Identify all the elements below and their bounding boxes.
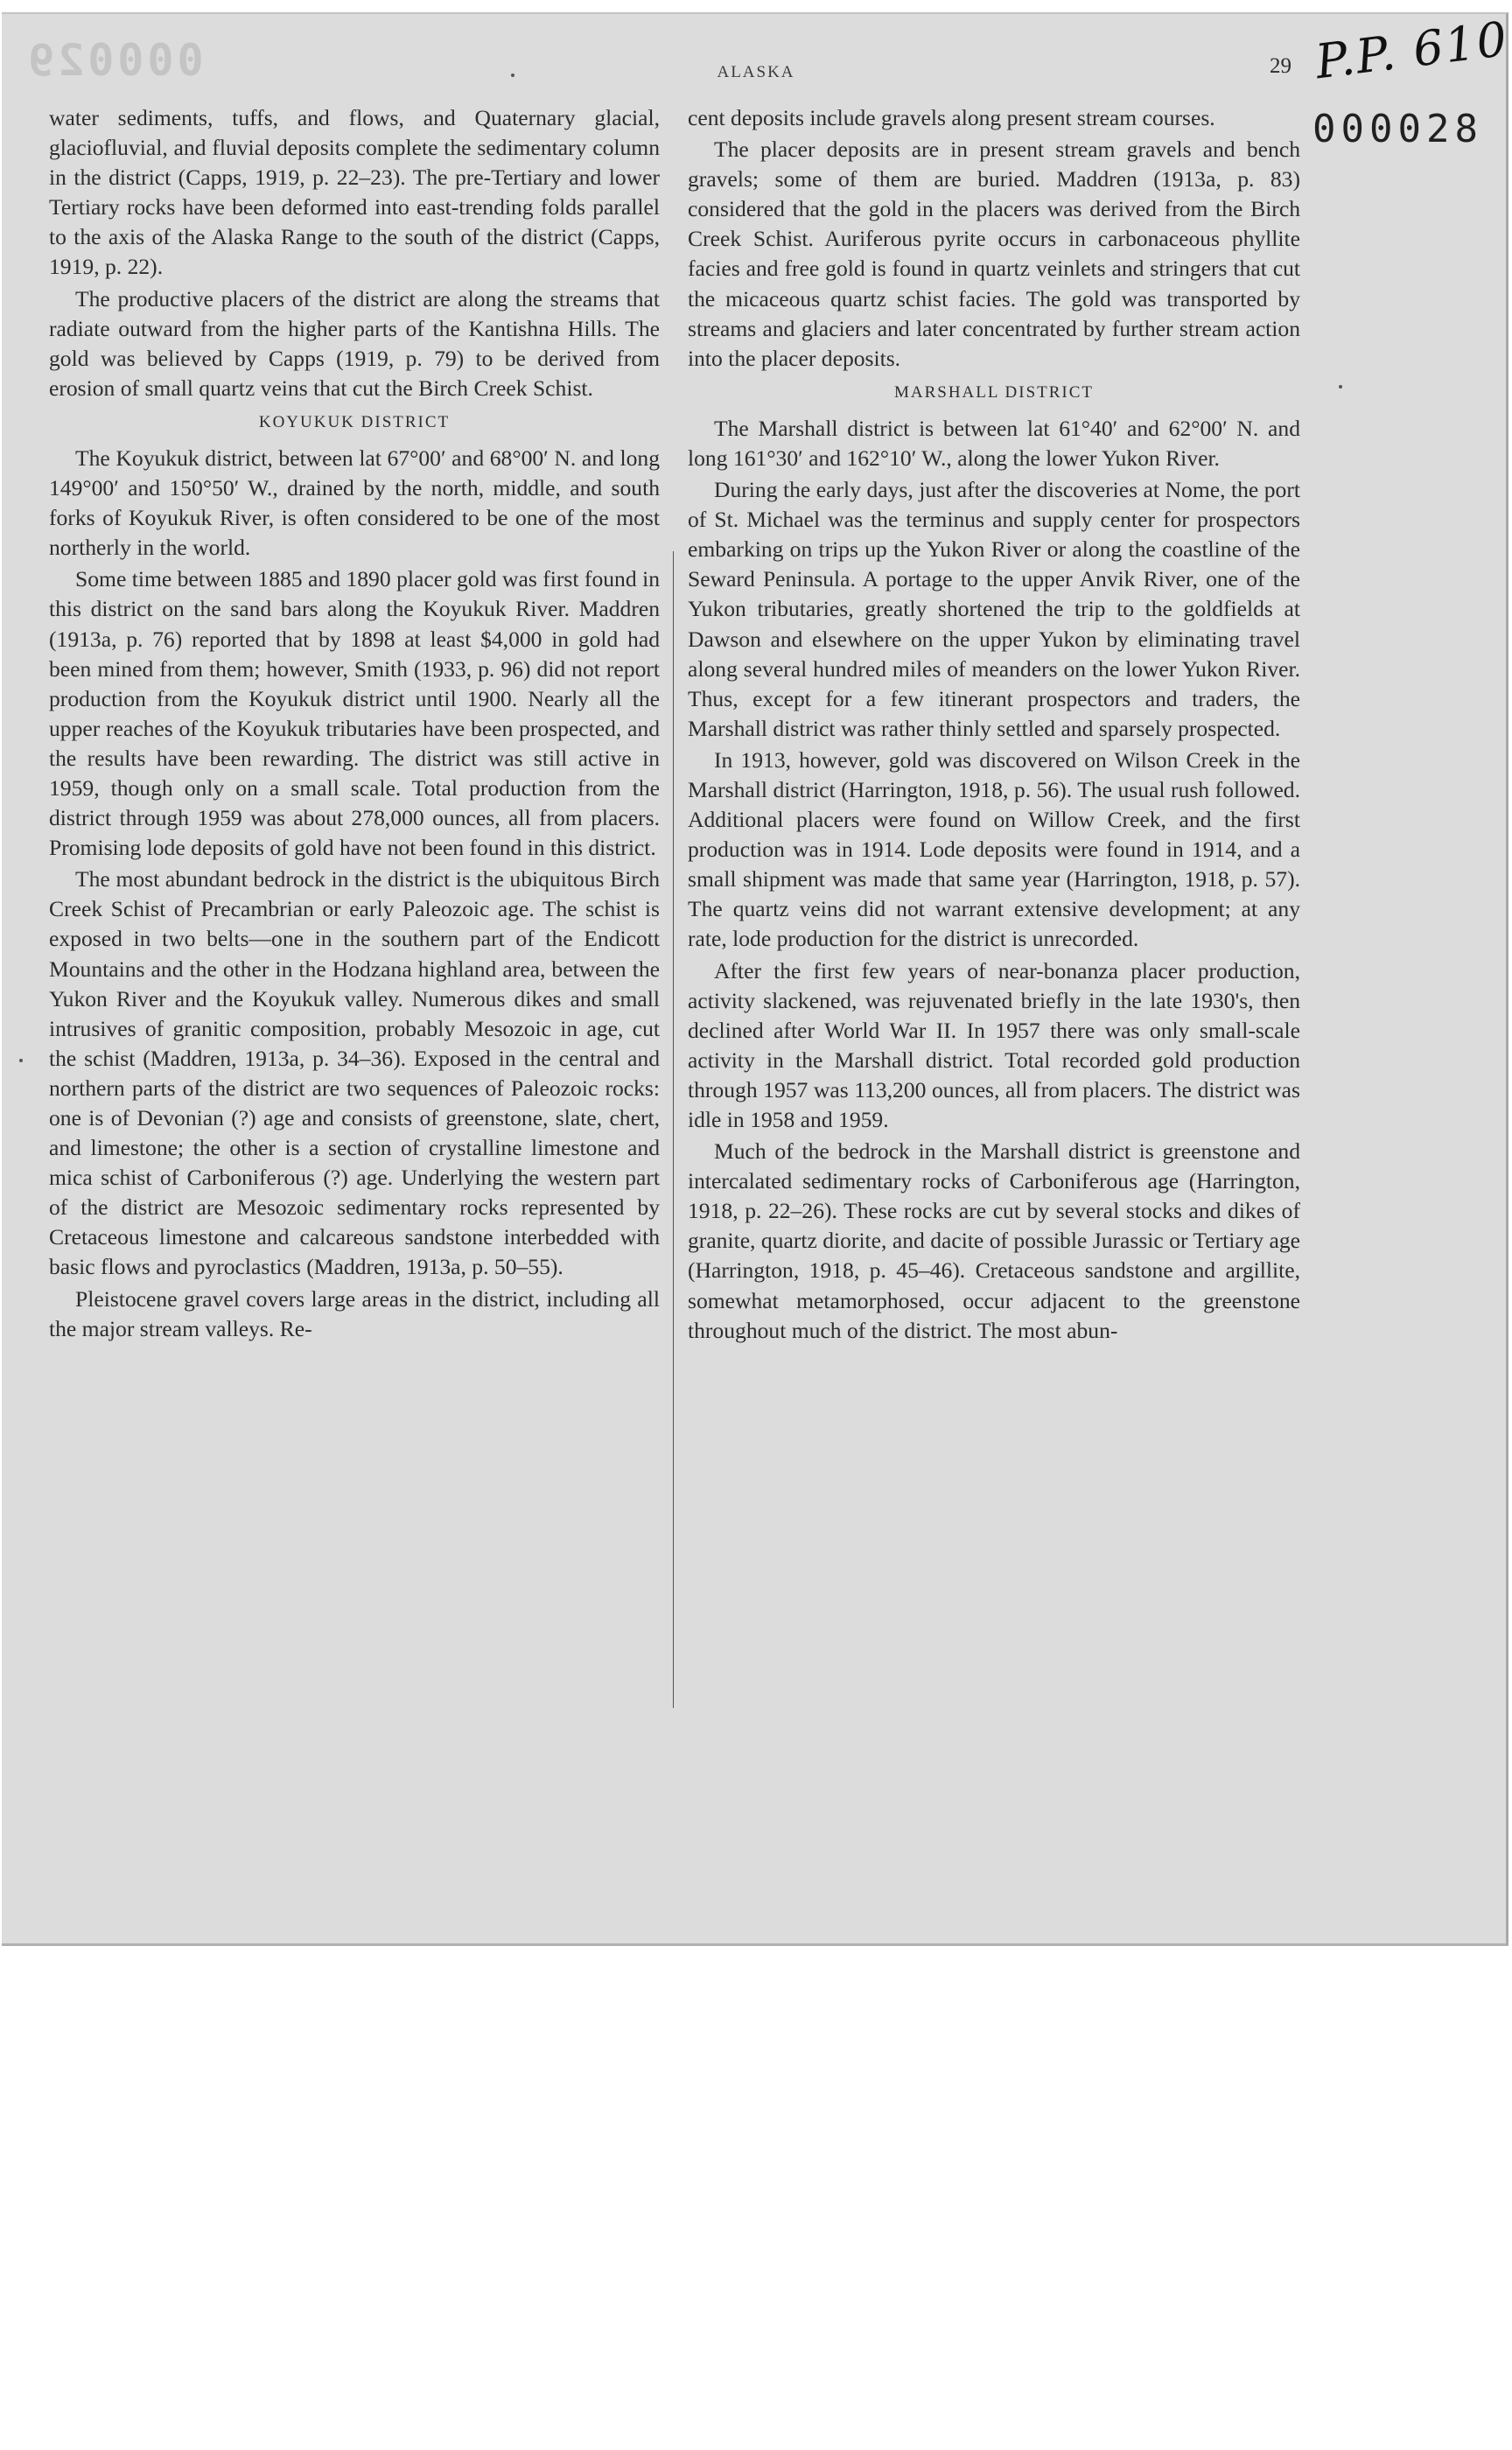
column-divider — [673, 551, 674, 1708]
paragraph: The placer deposits are in present stream gravels and bench gravels; some of them are buried. Maddren (1913a, p. 83) considered that the gold in the placers was derived from the Birch Creek Schist. Auriferous pyrite occurs in carbonaceous phyllite facies and free gold is found in quartz veinlets and stringers that cut the micaceous quartz schist facies. The gold was transported by streams and glaciers and later concentrated by further stream action into the placer deposits. — [688, 136, 1300, 371]
left-column — [49, 103, 660, 1346]
paragraph: During the early days, just after the discoveries at Nome, the port of St. Michael was the terminus and supply center for prospectors embarking on trips up the Yukon River or along the coastline of the Seward Peninsula. A portage to the upper Anvik River, one of the Yukon tributaries, greatly shortened the trip to the goldfields at Dawson and elsewhere on the upper Yukon by eliminating travel along several hundred miles of meanders on the lower Yukon River. Thus, except for a few itinerant prospectors and traders, the Marshall district was rather thinly settled and sparsely prospected. — [688, 477, 1300, 741]
section-heading-marshall: MARSHALL DISTRICT — [893, 382, 1095, 402]
ghost-stamp-bleedthrough: 000029 — [24, 35, 204, 86]
paragraph: cent deposits include gravels along present stream courses. — [688, 105, 1215, 130]
page-number: 29 — [1270, 54, 1292, 78]
paragraph: In 1913, however, gold was discovered on Wilson Creek in the Marshall district (Harrington, 1918, p. 56). The usual rush followed. Additional placers were found on Willow Creek, and the first production was in 1914. Lode deposits were found in 1914, and a small shipment was made that same year (Harrington, 1918, p. 57). The quartz veins did not warrant extensive development; at any rate, lode production for the district is unrecorded. — [688, 746, 1300, 952]
paragraph: The Marshall district is between lat 61°40′ and 62°00′ N. and long 161°30′ and 162°10′ W., along the lower Yukon River. — [688, 415, 1300, 471]
paragraph: water sediments, tuffs, and flows, and Quaternary glacial, glaciofluvial, and fluvial deposits complete the sedimentary column in the district (Capps, 1919, p. 22–23). The pre-Tertiary and lower Tertiary rocks have been deformed into east-trending folds parallel to the axis of the Alaska Range to the south of the district (Capps, 1919, p. 22). — [49, 105, 660, 280]
handwritten-annotation: P.P. 610 — [1312, 10, 1512, 90]
paragraph: The productive placers of the district are along the streams that radiate outward from the higher parts of the Kantishna Hills. The gold was believed by Capps (1919, p. 79) to be derived from erosion of small quartz veins that cut the Birch Creek Schist. — [49, 285, 660, 401]
section-heading-koyukuk: KOYUKUK DISTRICT — [258, 412, 451, 431]
paragraph: After the first few years of near-bonanza placer production, activity slackened, was rejuvenated briefly in the late 1930's, then declined after World War II. In 1957 there was only small-scale activity in the Marshall district. Total recorded gold production through 1957 was 113,200 ounces, all from placers. The district was idle in 1958 and 1959. — [688, 957, 1300, 1132]
scan-speck — [511, 74, 514, 77]
scan-speck — [19, 1059, 23, 1062]
running-head: ALASKA — [717, 63, 795, 81]
stamp-serial-number: 000028 — [1312, 107, 1483, 151]
paragraph: Much of the bedrock in the Marshall district is greenstone and intercalated sedimentary rocks of Carboniferous age (Harrington, 1918, p. 22–26). These rocks are cut by several stocks and dikes of granite, quartz diorite, and dacite of possible Jurassic or Tertiary age (Harrington, 1918, p. 45–46). Cretaceous sandstone and argillite, somewhat metamorphosed, occur adjacent to the greenstone throughout much of the district. The most abun- — [688, 1138, 1300, 1343]
paragraph: The Koyukuk district, between lat 67°00′ and 68°00′ N. and long 149°00′ and 150°50′ W., drained by the north, middle, and south forks of Koyukuk River, is often considered to be one of the most northerly in the world. — [49, 444, 660, 561]
right-column — [688, 103, 1300, 1348]
paragraph: Some time between 1885 and 1890 placer gold was first found in this district on the sand bars along the Koyukuk River. Maddren (1913a, p. 76) reported that by 1898 at least $4,000 in gold had been mined from them; however, Smith (1933, p. 96) did not report production from the Koyukuk district until 1900. Nearly all the upper reaches of the Koyukuk tributaries have been prospected, and the results have been rewarding. The district was still active in 1959, though only on a small scale. Total production from the district through 1959 was about 278,000 ounces, all from placers. Promising lode deposits of gold have not been found in this district. — [49, 566, 660, 861]
paragraph: Pleistocene gravel covers large areas in the district, including all the major stream valleys. Re- — [49, 1285, 660, 1341]
paragraph: The most abundant bedrock in the district is the ubiquitous Birch Creek Schist of Precambrian or early Paleozoic age. The schist is exposed in two belts—one in the southern part of the Endicott Mountains and the other in the Hodzana highland area, between the Yukon River and the Koyukuk valley. Numerous dikes and small intrusives of granitic composition, probably Mesozoic in age, cut the schist (Maddren, 1913a, p. 34–36). Exposed in the central and northern parts of the district are two sequences of Paleozoic rocks: one is of Devonian (?) age and consists of greenstone, slate, chert, and limestone; the other is a section of crystalline limestone and mica schist of Carboniferous (?) age. Underlying the western part of the district are Mesozoic sedimentary rocks represented by Cretaceous limestone and calcareous sandstone interbedded with basic flows and pyroclastics (Maddren, 1913a, p. 50–55). — [49, 866, 660, 1280]
scan-speck — [1339, 385, 1342, 388]
